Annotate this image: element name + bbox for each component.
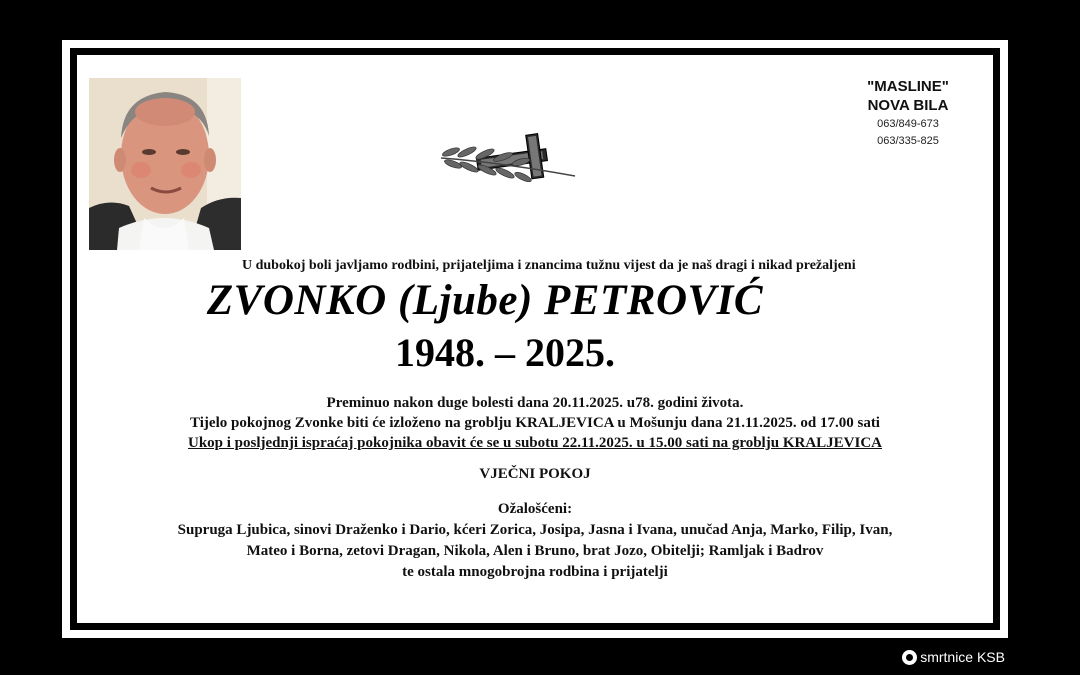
info-line: Preminuo nakon duge bolesti dana 20.11.2025. u78. godini života. (326, 395, 744, 411)
deceased-photo (89, 78, 241, 250)
funeral-company-info (848, 78, 968, 150)
mourners-line: Supruga Ljubica, sinovi Draženko i Dario, kćeri Zorica, Josipa, Jasna i Ivana, unučad Anja, Marko, Filip, Ivan, (177, 522, 893, 538)
company-name: "MASLINE" (867, 78, 949, 95)
mourners-line: te ostala mnogobrojna rodbina i prijatelji (402, 564, 668, 580)
company-phone: 063/849-673 (877, 118, 939, 130)
mourners-section (62, 499, 1008, 583)
cross-with-olive-branch-icon (437, 132, 579, 188)
watermark (902, 649, 1005, 665)
rip-text: VJEČNI POKOJ (479, 466, 591, 482)
company-place: NOVA BILA (867, 97, 949, 114)
info-line-underlined: Ukop i posljednji ispraćaj pokojnika obavit će se u subotu 22.11.2025. u 15.00 sati na groblju KRALJEVICA (187, 435, 882, 451)
obituary-card (62, 40, 1008, 638)
logo-circle-icon (902, 650, 917, 665)
intro-text: U dubokoj boli javljamo rodbini, prijateljima i znancima tužnu vijest da je naš dragi i nikad prežaljeni (242, 258, 856, 273)
watermark-text: smrtnice KSB (920, 649, 1005, 665)
deceased-name: ZVONKO (Ljube) PETROVIĆ (206, 277, 764, 324)
life-years: 1948. – 2025. (395, 330, 615, 375)
mourners-line: Mateo i Borna, zetovi Dragan, Nikola, Alen i Bruno, brat Jozo, Obitelji; Ramljak i Badrov (246, 543, 824, 559)
info-line: Tijelo pokojnog Zvonke biti će izloženo na groblju KRALJEVICA u Mošunju dana 21.11.2025. od 17.00 sati (190, 415, 880, 431)
mourners-title: Ožalošćeni: (497, 501, 573, 517)
funeral-info (62, 393, 1008, 453)
company-phone: 063/335-825 (877, 135, 939, 147)
